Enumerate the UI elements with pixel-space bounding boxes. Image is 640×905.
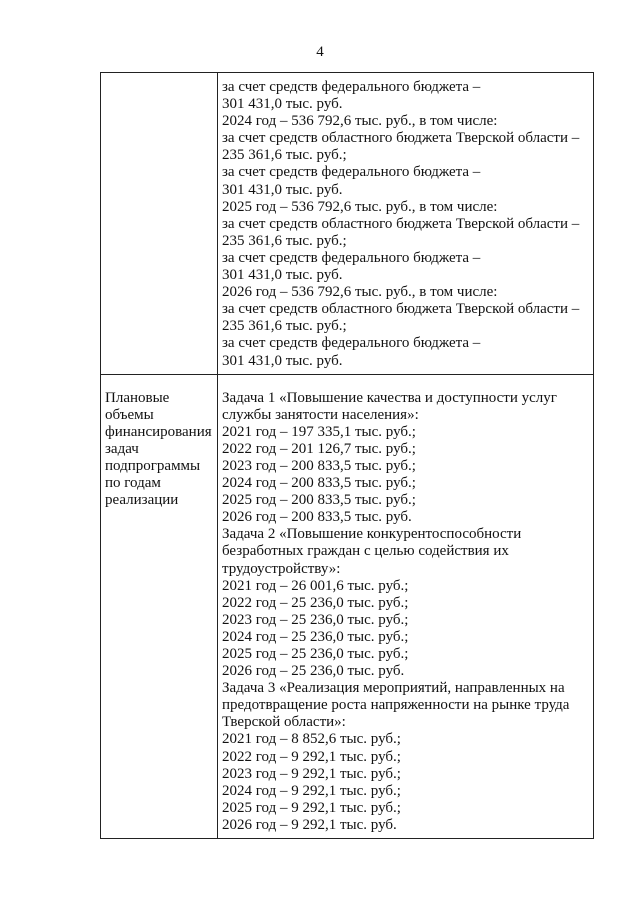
- content-line: 2025 год – 25 236,0 тыс. руб.;: [222, 646, 409, 662]
- content-line: за счет средств федерального бюджета –: [222, 164, 481, 181]
- content-line: 2024 год – 536 792,6 тыс. руб., в том числе:: [222, 113, 498, 130]
- financing-table: [100, 72, 594, 839]
- content-line: 2021 год – 8 852,6 тыс. руб.;: [222, 731, 401, 748]
- content-line: 2023 год – 200 833,5 тыс. руб.;: [222, 457, 416, 474]
- row-label-line: по годам: [105, 475, 161, 492]
- row-label-line: объемы: [105, 406, 154, 423]
- row-content-cell: [218, 73, 594, 375]
- content-line: 301 431,0 тыс. руб.: [222, 267, 343, 284]
- content-line: за счет средств федерального бюджета –: [222, 249, 481, 266]
- content-line: 2024 год – 9 292,1 тыс. руб.;: [222, 782, 401, 799]
- row-label-line: реализации: [105, 492, 179, 509]
- content-line: 2026 год – 200 833,5 тыс. руб.: [222, 509, 412, 526]
- row-label-cell: [101, 73, 218, 375]
- content-line: Задача 2 «Повышение конкурентоспособности: [222, 526, 522, 543]
- content-line: 2023 год – 25 236,0 тыс. руб.;: [222, 611, 409, 628]
- row-label-line: финансирования: [105, 423, 212, 440]
- content-line: за счет средств федерального бюджета –: [222, 79, 481, 95]
- content-line: службы занятости населения»:: [222, 406, 419, 423]
- content-line: 235 361,6 тыс. руб.;: [222, 232, 347, 249]
- page-number: 4: [316, 44, 324, 60]
- content-line: Задача 1 «Повышение качества и доступности услуг: [222, 389, 557, 406]
- content-line: предотвращение роста напряженности на рынке труда: [222, 697, 570, 714]
- content-line: за счет средств областного бюджета Тверской области –: [222, 215, 580, 232]
- content-line: Задача 3 «Реализация мероприятий, направленных на: [222, 680, 565, 697]
- content-line: за счет средств федерального бюджета –: [222, 335, 481, 352]
- content-line: 2021 год – 26 001,6 тыс. руб.;: [222, 577, 409, 594]
- content-line: 2025 год – 200 833,5 тыс. руб.;: [222, 492, 416, 509]
- content-line: 2026 год – 25 236,0 тыс. руб.: [222, 663, 405, 680]
- content-line: 2022 год – 201 126,7 тыс. руб.;: [222, 440, 416, 457]
- content-line: Тверской области»:: [222, 714, 346, 731]
- content-line: 301 431,0 тыс. руб.: [222, 181, 343, 198]
- content-line: 301 431,0 тыс. руб.: [222, 352, 343, 369]
- content-line: за счет средств областного бюджета Тверской области –: [222, 301, 580, 318]
- row-label-cell: [101, 374, 218, 838]
- content-line: 235 361,6 тыс. руб.;: [222, 147, 347, 164]
- content-line: безработных граждан с целью содействия их: [222, 543, 509, 560]
- content-line: 301 431,0 тыс. руб.: [222, 96, 343, 113]
- content-line: трудоустройству»:: [222, 560, 341, 577]
- table-row-planned-volumes: [101, 374, 594, 838]
- content-line: 2024 год – 25 236,0 тыс. руб.;: [222, 628, 409, 645]
- row-label-line: подпрограммы: [105, 457, 201, 474]
- content-line: за счет средств областного бюджета Тверской области –: [222, 130, 580, 147]
- content-line: 2023 год – 9 292,1 тыс. руб.;: [222, 765, 401, 782]
- content-line: 2026 год – 536 792,6 тыс. руб., в том числе:: [222, 284, 498, 301]
- content-line: 2025 год – 536 792,6 тыс. руб., в том числе:: [222, 198, 498, 215]
- content-line: 2025 год – 9 292,1 тыс. руб.;: [222, 799, 401, 816]
- content-line: 2024 год – 200 833,5 тыс. руб.;: [222, 475, 416, 492]
- content-line: 2022 год – 9 292,1 тыс. руб.;: [222, 748, 401, 765]
- row-content-cell: [218, 374, 594, 838]
- content-line: 235 361,6 тыс. руб.;: [222, 318, 347, 335]
- content-line: 2022 год – 25 236,0 тыс. руб.;: [222, 594, 409, 611]
- row-label-line: задач: [105, 440, 139, 457]
- row-label-line: Плановые: [105, 389, 170, 406]
- content-line: 2026 год – 9 292,1 тыс. руб.: [222, 816, 397, 833]
- table-row-funding-by-year: [101, 73, 594, 375]
- content-line: 2021 год – 197 335,1 тыс. руб.;: [222, 423, 416, 440]
